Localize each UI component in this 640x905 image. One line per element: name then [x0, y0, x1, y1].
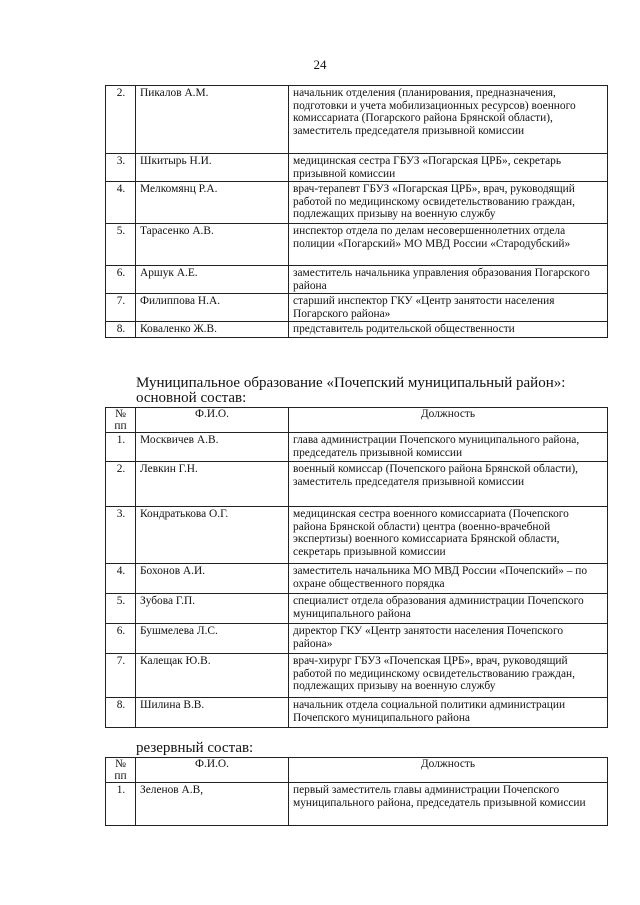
row-number: 1. [106, 783, 136, 826]
row-number: 2. [106, 86, 136, 154]
row-fio: Филиппова Н.А. [136, 294, 289, 322]
row-position: инспектор отдела по делам несовершеннолетних отдела полиции «Погарский» МО МВД России «Стародубский» [289, 224, 608, 266]
row-number: 6. [106, 266, 136, 294]
header-num: № пп [106, 408, 136, 433]
row-fio: Зеленов А.В, [136, 783, 289, 826]
row-fio: Бохонов А.И. [136, 564, 289, 594]
row-fio: Москвичев А.В. [136, 433, 289, 462]
table-row [106, 266, 608, 294]
table-row [106, 698, 608, 728]
header-fio: Ф.И.О. [136, 408, 289, 433]
row-number: 6. [106, 624, 136, 654]
row-number: 5. [106, 594, 136, 624]
row-number: 3. [106, 154, 136, 182]
table-row [106, 154, 608, 182]
row-position: директор ГКУ «Центр занятости населения Почепского района» [289, 624, 608, 654]
table-header [106, 408, 608, 433]
table-row [106, 564, 608, 594]
row-number: 1. [106, 433, 136, 462]
table-row [106, 507, 608, 564]
row-fio: Зубова Г.П. [136, 594, 289, 624]
table-row [106, 624, 608, 654]
row-fio: Шкитырь Н.И. [136, 154, 289, 182]
commission-table-pochep-reserve [105, 757, 608, 826]
table-body [106, 783, 608, 826]
row-fio: Тарасенко А.В. [136, 224, 289, 266]
row-position: заместитель начальника МО МВД России «Почепский» – по охране общественного порядка [289, 564, 608, 594]
row-position: военный комиссар (Почепского района Брянской области), заместитель председателя призывной комиссии [289, 462, 608, 507]
row-fio: Коваленко Ж.В. [136, 322, 289, 338]
row-position: врач-терапевт ГБУЗ «Погарская ЦРБ», врач, руководящий работой по медицинскому освидетельствованию граждан, подлежащих призыву на военную службу [289, 182, 608, 224]
row-position: представитель родительской общественности [289, 322, 608, 338]
table-row [106, 462, 608, 507]
row-number: 8. [106, 698, 136, 728]
row-position: врач-хирург ГБУЗ «Почепская ЦРБ», врач, руководящий работой по медицинскому освидетельствованию граждан, подлежащих призыву на военную службу [289, 654, 608, 698]
header-position: Должность [289, 758, 608, 783]
table-row [106, 783, 608, 826]
row-position: специалист отдела образования администрации Почепского муниципального района [289, 594, 608, 624]
row-number: 8. [106, 322, 136, 338]
table-row [106, 294, 608, 322]
section-subtitle-main: основной состав: [136, 390, 247, 406]
table-row [106, 182, 608, 224]
table-row [106, 86, 608, 154]
row-position: начальник отделения (планирования, предназначения, подготовки и учета мобилизационных ресурсов) военного комиссариата (Погарского района Брянской области), заместитель председателя призывной комиссии [289, 86, 608, 154]
row-position: медицинская сестра ГБУЗ «Погарская ЦРБ», секретарь призывной комиссии [289, 154, 608, 182]
row-fio: Калещак Ю.В. [136, 654, 289, 698]
header-position: Должность [289, 408, 608, 433]
row-number: 5. [106, 224, 136, 266]
row-fio: Левкин Г.Н. [136, 462, 289, 507]
header-row [106, 408, 608, 433]
row-number: 2. [106, 462, 136, 507]
table-row [106, 654, 608, 698]
header-row [106, 758, 608, 783]
table-row [106, 224, 608, 266]
table-row [106, 594, 608, 624]
row-position: глава администрации Почепского муниципального района, председатель призывной комиссии [289, 433, 608, 462]
row-position: заместитель начальника управления образования Погарского района [289, 266, 608, 294]
row-position: медицинская сестра военного комиссариата (Почепского района Брянской области) центра (военно-врачебной экспертизы) военного комиссариата Брянской области, секретарь призывной комиссии [289, 507, 608, 564]
table-row [106, 322, 608, 338]
row-fio: Мелкомянц Р.А. [136, 182, 289, 224]
row-number: 4. [106, 564, 136, 594]
section-title-pochep: Муниципальное образование «Почепский муниципальный район»: [136, 375, 566, 391]
row-number: 3. [106, 507, 136, 564]
row-fio: Кондратькова О.Г. [136, 507, 289, 564]
row-position: первый заместитель главы администрации Почепского муниципального района, председатель призывной комиссии [289, 783, 608, 826]
table-row [106, 433, 608, 462]
table-body [106, 433, 608, 728]
section-subtitle-reserve: резервный состав: [136, 740, 254, 756]
row-position: старший инспектор ГКУ «Центр занятости населения Погарского района» [289, 294, 608, 322]
row-fio: Пикалов А.М. [136, 86, 289, 154]
row-number: 7. [106, 654, 136, 698]
table-header [106, 758, 608, 783]
row-number: 4. [106, 182, 136, 224]
row-number: 7. [106, 294, 136, 322]
table-body [106, 86, 608, 338]
page-number: 24 [313, 57, 327, 72]
header-fio: Ф.И.О. [136, 758, 289, 783]
header-num: № пп [106, 758, 136, 783]
commission-table-pogar [105, 85, 608, 338]
row-position: начальник отдела социальной политики администрации Почепского муниципального района [289, 698, 608, 728]
commission-table-pochep-main [105, 407, 608, 728]
row-fio: Бушмелева Л.С. [136, 624, 289, 654]
row-fio: Аршук А.Е. [136, 266, 289, 294]
row-fio: Шилина В.В. [136, 698, 289, 728]
